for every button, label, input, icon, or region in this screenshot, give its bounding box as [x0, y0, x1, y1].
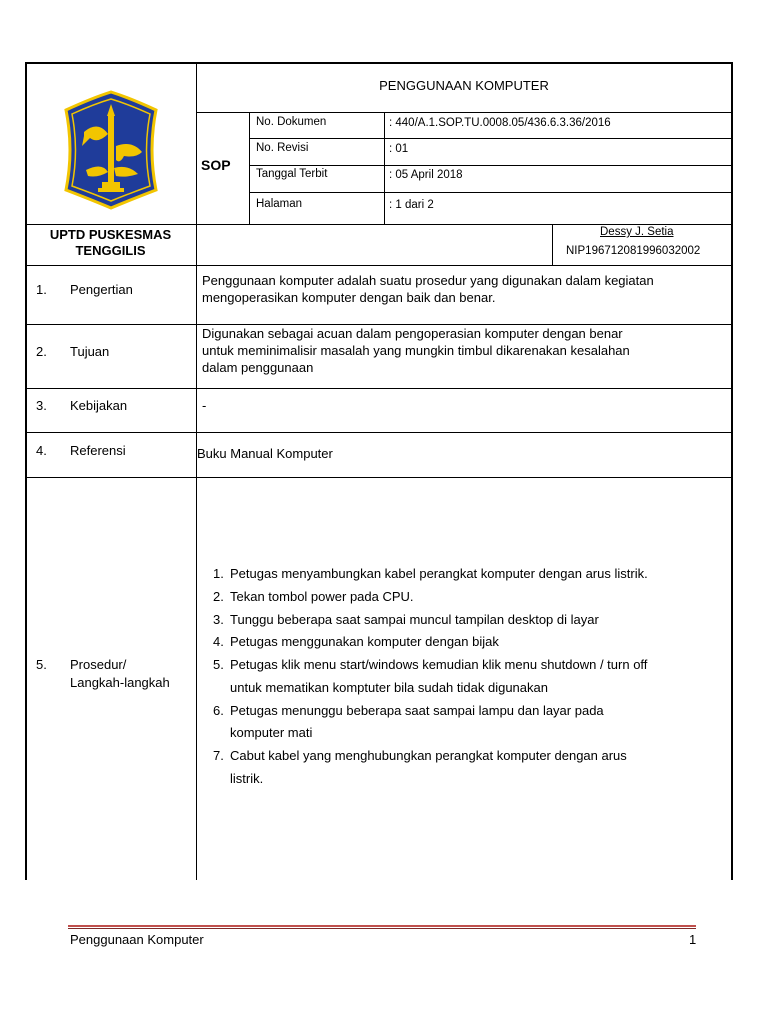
- meta-row-1-bottom: [249, 138, 732, 139]
- title-row-bottom: [196, 112, 732, 113]
- section-label-kebijakan: Kebijakan: [70, 398, 128, 413]
- row-divider-2: [25, 324, 733, 325]
- step-number: 2.: [213, 589, 224, 604]
- signer-divider: [552, 224, 553, 266]
- section-label-tujuan: Tujuan: [70, 344, 110, 359]
- step-text: Petugas menyambungkan kabel perangkat komputer dengan arus listrik.: [230, 566, 648, 581]
- section-label-langkah: Langkah-langkah: [70, 675, 170, 690]
- meta-label-tanggal-terbit: Tanggal Terbit: [256, 168, 328, 180]
- meta-value-no-revisi: : 01: [389, 143, 409, 155]
- meta-divider: [384, 112, 385, 225]
- section-label-referensi: Referensi: [70, 443, 126, 458]
- meta-row-2-bottom: [249, 165, 732, 166]
- org-name-line2: TENGGILIS: [75, 243, 146, 258]
- sop-label: SOP: [201, 157, 231, 173]
- header-bottom: [25, 224, 733, 225]
- meta-label-no-dokumen: No. Dokumen: [256, 116, 327, 128]
- signer-name: Dessy J. Setia: [600, 226, 674, 238]
- footer-title: Penggunaan Komputer: [70, 932, 204, 947]
- row-divider-3: [25, 388, 733, 389]
- section-text-line: mengoperasikan komputer dengan baik dan benar.: [202, 290, 496, 305]
- step-text: Cabut kabel yang menghubungkan perangkat komputer dengan arus: [230, 748, 627, 763]
- meta-value-halaman: : 1 dari 2: [389, 199, 434, 211]
- step-text: Tekan tombol power pada CPU.: [230, 589, 414, 604]
- section-label-pengertian: Pengertian: [70, 282, 133, 297]
- section-text-line: untuk meminimalisir masalah yang mungkin timbul dikarenakan kesalahan: [202, 343, 630, 358]
- meta-row-3-bottom: [249, 192, 732, 193]
- section-number-2: 2.: [36, 344, 47, 359]
- step-text: komputer mati: [230, 725, 313, 740]
- step-number: 3.: [213, 612, 224, 627]
- table-border-right: [731, 62, 733, 880]
- section-number-5: 5.: [36, 657, 47, 672]
- step-text: Tunggu beberapa saat sampai muncul tampilan desktop di layar: [230, 612, 599, 627]
- section-text-line: dalam penggunaan: [202, 360, 314, 375]
- section-number-3: 3.: [36, 398, 47, 413]
- section-text-line: Digunakan sebagai acuan dalam pengoperasian komputer dengan benar: [202, 326, 623, 341]
- sop-divider: [249, 112, 250, 225]
- city-crest-icon: [62, 90, 160, 210]
- table-border-left: [25, 62, 27, 880]
- meta-label-halaman: Halaman: [256, 198, 303, 210]
- step-number: 1.: [213, 566, 224, 581]
- section-text-line: Penggunaan komputer adalah suatu prosedur yang digunakan dalam kegiatan: [202, 273, 654, 288]
- step-text: untuk mematikan komptuter bila sudah tidak digunakan: [230, 680, 548, 695]
- logo: [62, 90, 160, 210]
- step-number: 4.: [213, 634, 224, 649]
- step-number: 5.: [213, 657, 224, 672]
- step-text: Petugas menunggu beberapa saat sampai lampu dan layar pada: [230, 703, 604, 718]
- footer-page-number: 1: [689, 932, 697, 947]
- org-name-line1: UPTD PUSKESMAS: [49, 227, 172, 242]
- section-number-1: 1.: [36, 282, 47, 297]
- step-number: 7.: [213, 748, 224, 763]
- table-border-top: [25, 62, 733, 64]
- meta-value-tanggal-terbit: : 05 April 2018: [389, 169, 463, 181]
- section-label-prosedur: Prosedur/: [70, 657, 127, 672]
- step-text: Petugas menggunakan komputer dengan bijak: [230, 634, 499, 649]
- section-text-line: Buku Manual Komputer: [197, 446, 333, 461]
- step-text: Petugas klik menu start/windows kemudian klik menu shutdown / turn off: [230, 657, 648, 672]
- meta-label-no-revisi: No. Revisi: [256, 142, 309, 154]
- document-title: PENGGUNAAN KOMPUTER: [379, 78, 549, 93]
- signer-nip: NIP196712081996032002: [566, 245, 701, 257]
- step-number: 6.: [213, 703, 224, 718]
- row-divider-1: [25, 265, 733, 266]
- step-text: listrik.: [230, 771, 264, 786]
- section-text-line: -: [202, 398, 207, 413]
- section-number-4: 4.: [36, 443, 47, 458]
- column-divider: [196, 62, 197, 880]
- row-divider-5: [25, 477, 733, 478]
- row-divider-4: [25, 432, 733, 433]
- footer-rule-shadow: [68, 928, 696, 929]
- footer-rule: [68, 925, 696, 927]
- meta-value-no-dokumen: : 440/A.1.SOP.TU.0008.05/436.6.3.36/2016: [389, 117, 611, 129]
